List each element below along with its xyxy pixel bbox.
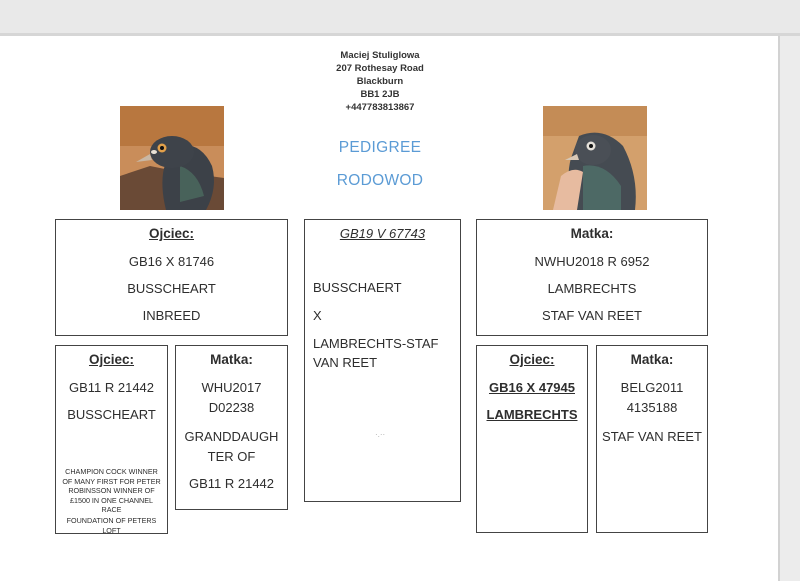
dam-dam-line: STAF VAN REET (602, 429, 702, 444)
sire-dam-ring2: D02238 (208, 400, 255, 415)
dam-dam-ring1: BELG2011 (620, 380, 684, 395)
pigeon-photo-dam (543, 106, 647, 210)
pigeon-photo-sire (120, 106, 224, 210)
subject-line2b: VAN REET (313, 355, 378, 370)
sire-sire-box (55, 345, 168, 534)
sire-sire-foundation: FOUNDATION OF PETERS LOFT (66, 516, 157, 535)
sire-sire-heading: Ojciec: (88, 352, 135, 367)
subject-cross: X (313, 308, 322, 323)
sire-dam-box (175, 345, 288, 510)
sire-dam-ring1: WHU2017 (201, 380, 262, 395)
title-rodowod: RODOWOD (336, 172, 424, 189)
dam-sire-box (476, 345, 588, 533)
dam-box (476, 219, 708, 336)
dam-line: LAMBRECHTS (547, 281, 637, 296)
sire-sire-remarks: CHAMPION COCK WINNER OF MANY FIRST FOR PETER ROBINSSON WINNER OF £1500 IN ONE CHANNEL RACE (62, 467, 161, 514)
dam-sire-heading: Ojciec: (509, 352, 555, 367)
dam-dam-heading: Matka: (630, 352, 674, 367)
sire-dam-heading: Matka: (210, 352, 253, 367)
dam-note: STAF VAN REET (542, 308, 642, 323)
dam-ring: NWHU2018 R 6952 (534, 254, 650, 269)
subject-line2a: LAMBRECHTS-STAF (313, 336, 439, 351)
sire-line: BUSSCHEART (127, 281, 216, 296)
title-pedigree: PEDIGREE (338, 139, 422, 156)
sire-note: INBREED (142, 308, 201, 323)
scan-edge-top (0, 0, 800, 36)
breeder-address (300, 49, 460, 114)
sire-heading: Ojciec: (148, 226, 195, 241)
sire-box (55, 219, 288, 336)
sire-sire-ring: GB11 R 21442 (68, 380, 155, 395)
sire-dam-note2: TER OF (207, 449, 256, 464)
breeder-postcode: BB1 2JB (360, 89, 400, 100)
sire-sire-line: BUSSCHEART (67, 407, 156, 422)
dam-dam-ring2: 4135188 (626, 400, 678, 415)
sire-dam-note1: GRANDDAUGH (184, 429, 279, 444)
subject-ring: GB19 V 67743 (339, 226, 426, 241)
scan-edge-right (778, 36, 800, 581)
sire-ring: GB16 X 81746 (128, 254, 215, 269)
subject-box (304, 219, 461, 502)
breeder-phone: +447783813867 (345, 102, 415, 113)
dam-dam-box (596, 345, 708, 533)
dam-sire-ring: GB16 X 47945 (488, 380, 575, 395)
subject-line1: BUSSCHAERT (313, 280, 402, 295)
dam-sire-line: LAMBRECHTS (486, 407, 578, 422)
scan-speck: ·.·· (375, 430, 386, 439)
breeder-street: 207 Rothesay Road (336, 63, 424, 74)
sire-dam-note3: GB11 R 21442 (188, 476, 275, 491)
dam-heading: Matka: (570, 226, 614, 241)
breeder-town: Blackburn (356, 76, 404, 87)
breeder-name: Maciej Stuliglowa (340, 50, 420, 61)
